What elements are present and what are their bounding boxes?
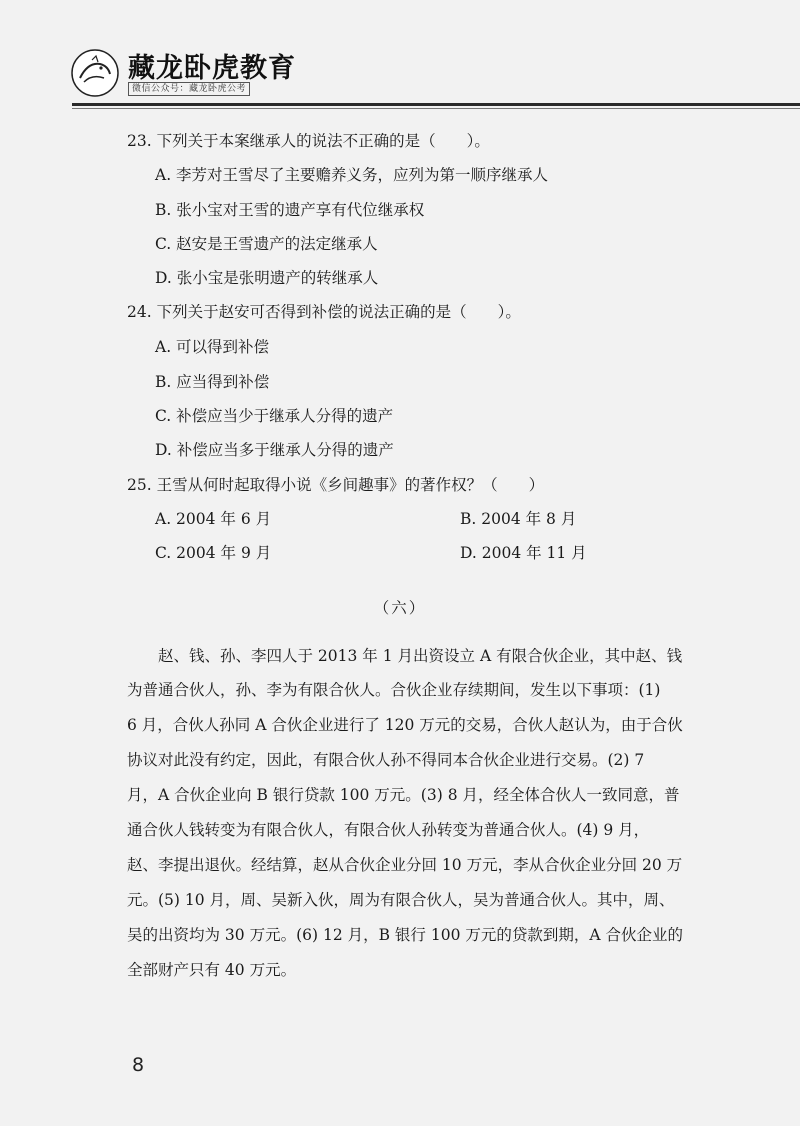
question-24-option-b: B. 应当得到补偿 <box>155 373 270 391</box>
question-25-option-a: A. 2004 年 6 月 <box>155 510 272 528</box>
header-divider-thin <box>72 108 800 109</box>
question-25-option-d: D. 2004 年 11 月 <box>460 544 587 562</box>
question-23-option-d: D. 张小宝是张明遗产的转继承人 <box>155 269 379 287</box>
paragraph-line: 元。(5) 10 月，周、吴新入伙，周为有限合伙人，吴为普通合伙人。其中，周、 <box>127 891 675 909</box>
page-number: 8 <box>132 1054 145 1076</box>
question-23-stem: 23. 下列关于本案继承人的说法不正确的是（ ）。 <box>127 132 490 150</box>
question-23-option-a: A. 李芳对王雪尽了主要赡养义务，应列为第一顺序继承人 <box>155 166 549 184</box>
question-25-stem: 25. 王雪从何时起取得小说《乡间趣事》的著作权？（ ） <box>127 476 545 494</box>
paragraph-line: 通合伙人钱转变为有限合伙人，有限合伙人孙转变为普通合伙人。(4) 9 月， <box>127 821 650 839</box>
paragraph-line: 6 月，合伙人孙同 A 合伙企业进行了 120 万元的交易，合伙人赵认为，由于合伙 <box>127 716 683 734</box>
question-25-option-b: B. 2004 年 8 月 <box>460 510 577 528</box>
brand-title: 藏龙卧虎教育 <box>128 53 296 84</box>
paragraph-line: 赵、钱、孙、李四人于 2013 年 1 月出资设立 A 有限合伙企业，其中赵、钱 <box>127 647 683 665</box>
tiger-dragon-logo-icon <box>70 48 120 98</box>
section-heading: （六） <box>373 599 427 617</box>
question-23-option-b: B. 张小宝对王雪的遗产享有代位继承权 <box>155 201 425 219</box>
question-24-option-c: C. 补偿应当少于继承人分得的遗产 <box>155 407 394 425</box>
question-25-option-c: C. 2004 年 9 月 <box>155 544 272 562</box>
paragraph-line: 吴的出资均为 30 万元。(6) 12 月，B 银行 100 万元的贷款到期，A 合伙企业的 <box>127 926 683 944</box>
brand-subtitle: 微信公众号：藏龙卧虎公考 <box>128 82 250 96</box>
paragraph-line: 月，A 合伙企业向 B 银行贷款 100 万元。(3) 8 月，经全体合伙人一致同意，普 <box>127 786 680 804</box>
question-23-option-c: C. 赵安是王雪遗产的法定继承人 <box>155 235 378 253</box>
question-24-option-d: D. 补偿应当多于继承人分得的遗产 <box>155 441 394 459</box>
paragraph-line: 为普通合伙人，孙、李为有限合伙人。合伙企业存续期间，发生以下事项：(1) <box>127 681 661 699</box>
question-24-stem: 24. 下列关于赵安可否得到补偿的说法正确的是（ ）。 <box>127 303 521 321</box>
paragraph-line: 赵、李提出退伙。经结算，赵从合伙企业分回 10 万元，李从合伙企业分回 20 万 <box>127 856 683 874</box>
header-divider <box>72 103 800 106</box>
logo-emblem <box>70 48 120 98</box>
paragraph-line: 全部财产只有 40 万元。 <box>127 961 297 979</box>
page-header <box>0 0 800 110</box>
question-24-option-a: A. 可以得到补偿 <box>155 338 270 356</box>
paragraph-line: 协议对此没有约定，因此，有限合伙人孙不得同本合伙企业进行交易。(2) 7 <box>127 751 645 769</box>
